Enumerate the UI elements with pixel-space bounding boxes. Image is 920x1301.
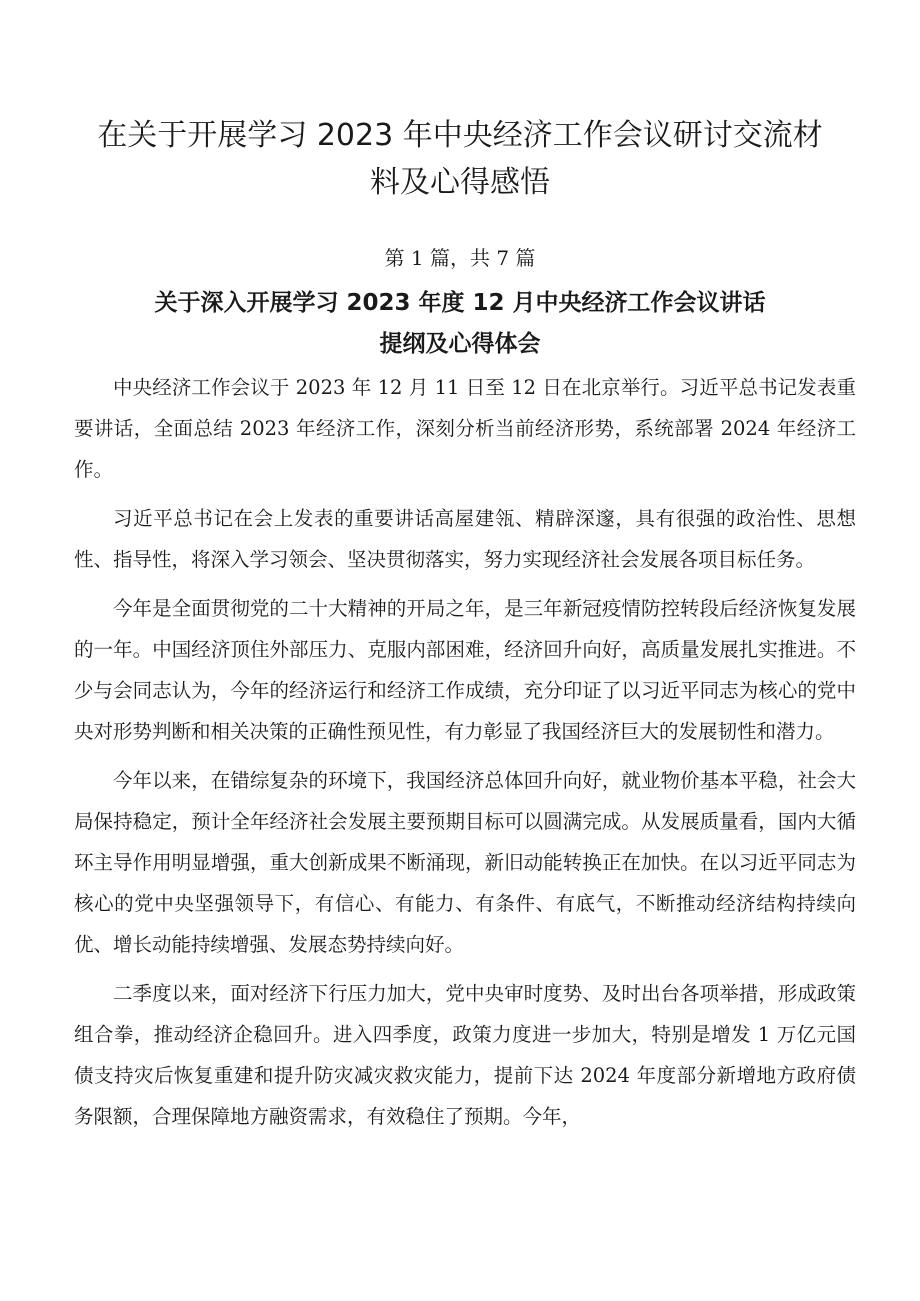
document-title-line-2: 料及心得感悟	[370, 165, 550, 200]
article-body	[74, 367, 856, 1145]
body-paragraph: 二季度以来，面对经济下行压力加大，党中央审时度势、及时出台各项举措，形成政策组合拳，推动经济企稳回升。进入四季度，政策力度进一步加大，特别是增发 1 万亿元国债支持灾后恢复重建和提升防灾减灾救灾能力，提前下达 2024 年度部分新增地方政府债务限额，合理保障地方融资需求，有效稳住了预期。今年，	[74, 982, 856, 1128]
article-subtitle-line-2: 提纲及心得体会	[379, 331, 541, 357]
article-subtitle-line-1: 关于深入开展学习 2023 年度 12 月中央经济工作会议讲话	[154, 290, 766, 316]
document-title	[60, 112, 860, 206]
section-label: 第 1 篇，共 7 篇	[384, 246, 536, 270]
body-paragraph: 中央经济工作会议于 2023 年 12 月 11 日至 12 日在北京举行。习近平总书记发表重要讲话，全面总结 2023 年经济工作，深刻分析当前经济形势，系统部署 2024 年经济工作。	[74, 376, 856, 481]
body-paragraph: 习近平总书记在会上发表的重要讲话高屋建瓴、精辟深邃，具有很强的政治性、思想性、指导性，将深入学习领会、坚决贯彻落实，努力实现经济社会发展各项目标任务。	[74, 507, 856, 571]
body-paragraph: 今年以来，在错综复杂的环境下，我国经济总体回升向好，就业物价基本平稳，社会大局保持稳定，预计全年经济社会发展主要预期目标可以圆满完成。从发展质量看，国内大循环主导作用明显增强，重大创新成果不断涌现，新旧动能转换正在加快。在以习近平同志为核心的党中央坚强领导下，有信心、有能力、有条件、有底气，不断推动经济结构持续向优、增长动能持续增强、发展态势持续向好。	[74, 769, 856, 956]
document-title-line-1: 在关于开展学习 2023 年中央经济工作会议研讨交流材	[97, 118, 823, 153]
article-subtitle	[60, 283, 860, 365]
body-paragraph: 今年是全面贯彻党的二十大精神的开局之年，是三年新冠疫情防控转段后经济恢复发展的一年。中国经济顶住外部压力、克服内部困难，经济回升向好，高质量发展扎实推进。不少与会同志认为，今年的经济运行和经济工作成绩，充分印证了以习近平同志为核心的党中央对形势判断和相关决策的正确性预见性，有力彰显了我国经济巨大的发展韧性和潜力。	[74, 597, 856, 743]
